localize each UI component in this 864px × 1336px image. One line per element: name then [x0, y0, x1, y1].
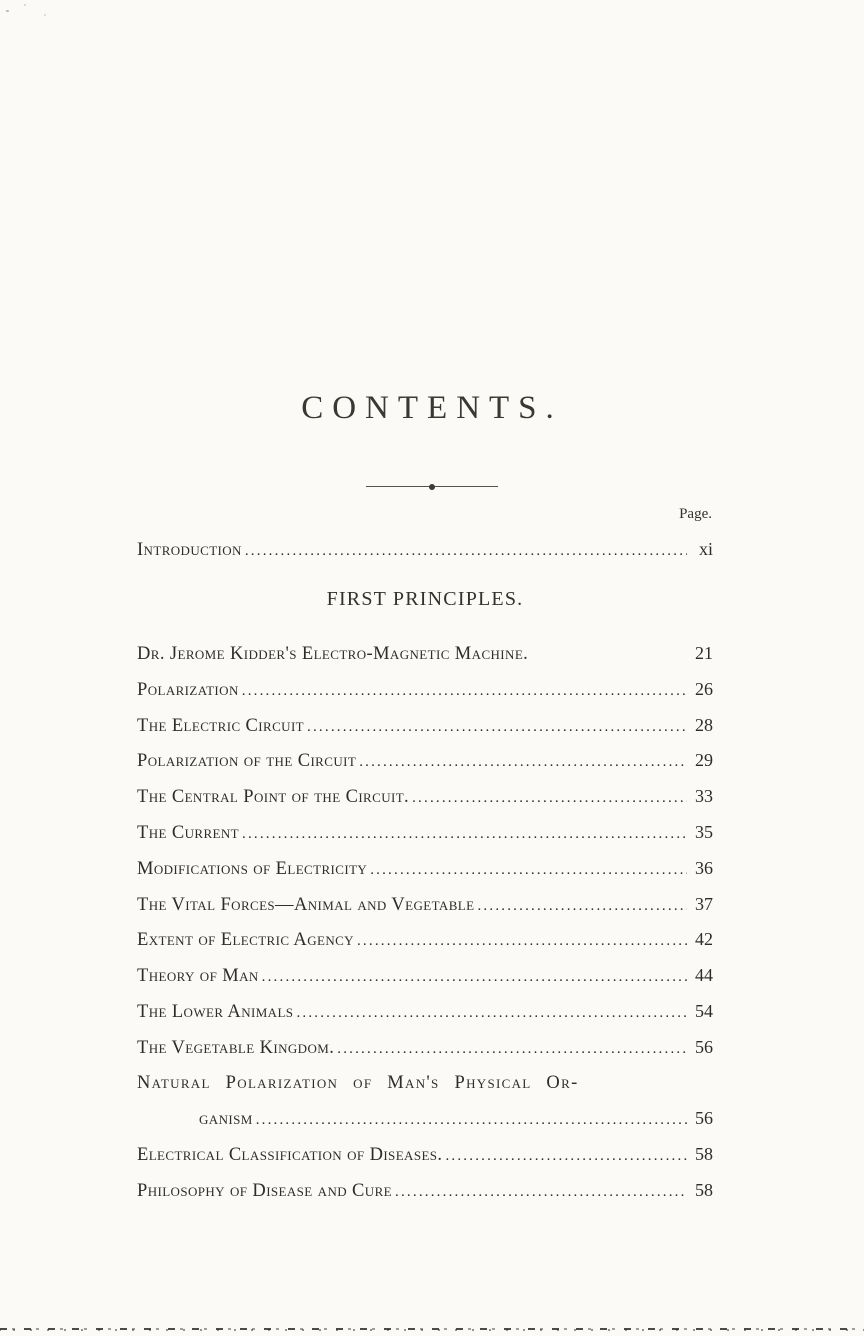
page-column-label: Page.: [679, 506, 712, 522]
dot-leader: [409, 780, 687, 817]
dot-leader: [442, 1138, 687, 1175]
toc-entry-title: ganism: [199, 1109, 253, 1130]
toc-entry-page: 42: [695, 929, 713, 950]
toc-entry-page: 56: [695, 1108, 713, 1129]
divider-dot: [429, 484, 435, 490]
dot-leader: [259, 959, 687, 996]
page-title: CONTENTS.: [301, 390, 563, 426]
toc-entry-page: 28: [695, 714, 713, 735]
toc-entry-title: Natural Polarization of Man's Physical Or-: [137, 1072, 579, 1093]
section-heading: FIRST PRINCIPLES.: [326, 588, 524, 610]
divider-rule: [366, 486, 498, 487]
toc-entry-title: Extent of Electric Agency: [137, 930, 354, 951]
toc-entry-title: Polarization of the Circuit: [137, 751, 357, 772]
toc-entry-page: 58: [695, 1144, 713, 1165]
dot-leader: [354, 923, 687, 960]
toc-entry: [137, 636, 713, 672]
toc-entry: [137, 1066, 713, 1102]
scan-speck: [44, 14, 46, 16]
toc-entry: [137, 887, 713, 923]
toc-entry-page: 26: [695, 678, 713, 699]
toc-entry-page: xi: [698, 539, 713, 559]
toc-entry-page: 56: [695, 1036, 713, 1057]
toc-entry-continuation: [137, 1101, 713, 1137]
scan-noise-bottom-edge: [0, 1326, 864, 1331]
toc-entry-page: 54: [695, 1000, 713, 1021]
toc-entry-title: Introduction: [137, 540, 242, 560]
dot-leader: [239, 673, 687, 710]
dot-leader: [367, 852, 687, 889]
dot-leader: [334, 1031, 687, 1068]
toc-entry: [137, 1173, 713, 1209]
toc-entry: [137, 779, 713, 815]
toc-entry-title: Modifications of Electricity: [137, 858, 368, 879]
toc-intro-row: [137, 532, 713, 568]
toc-entry-title: Dr. Jerome Kidder's Electro-Magnetic Machine.: [137, 644, 529, 664]
toc-entry-title: Theory of Man: [137, 966, 259, 987]
toc-entry: [137, 922, 713, 958]
toc-entry-title: Polarization: [137, 679, 239, 700]
dot-leader: [242, 533, 687, 570]
dot-leader: [293, 995, 687, 1032]
toc-entry-title: Electrical Classification of Diseases.: [137, 1145, 443, 1166]
toc-entry-page: 35: [695, 821, 713, 842]
dot-leader: [474, 888, 687, 925]
toc-entry: [137, 815, 713, 851]
toc-entry: [137, 851, 713, 887]
toc-entry: [137, 743, 713, 779]
toc-entry-title: The Current: [137, 822, 239, 843]
toc-entry: [137, 708, 713, 744]
toc-entry-page: 37: [695, 893, 713, 914]
toc-entry-title: The Central Point of the Circuit.: [137, 787, 410, 808]
toc-entry-page: 44: [695, 965, 713, 986]
toc-entries: [137, 636, 713, 1209]
toc-entry-page: 21: [695, 643, 713, 663]
toc-entry-title: Philosophy of Disease and Cure: [137, 1180, 393, 1201]
toc-entry: [137, 672, 713, 708]
scan-speck: [6, 10, 9, 12]
toc-entry-title: The Vital Forces—Animal and Vegetable: [137, 894, 475, 915]
toc-entry-title: The Vegetable Kingdom.: [137, 1037, 335, 1058]
toc-entry: [137, 1030, 713, 1066]
scan-speck: [24, 4, 26, 6]
dot-leader: [239, 816, 687, 853]
dot-leader: [356, 744, 687, 781]
toc-entry: [137, 958, 713, 994]
toc-entry-page: 33: [695, 786, 713, 807]
toc-entry-page: 58: [695, 1179, 713, 1200]
dot-leader: [304, 709, 687, 746]
dot-leader: [253, 1102, 687, 1139]
toc-entry-title: The Electric Circuit: [137, 715, 305, 736]
toc-entry-page: 29: [695, 750, 713, 771]
dot-leader: [392, 1174, 687, 1211]
toc-entry: [137, 994, 713, 1030]
toc-entry-page: 36: [695, 857, 713, 878]
toc-entry-title: The Lower Animals: [137, 1001, 294, 1022]
toc-entry: [137, 1137, 713, 1173]
